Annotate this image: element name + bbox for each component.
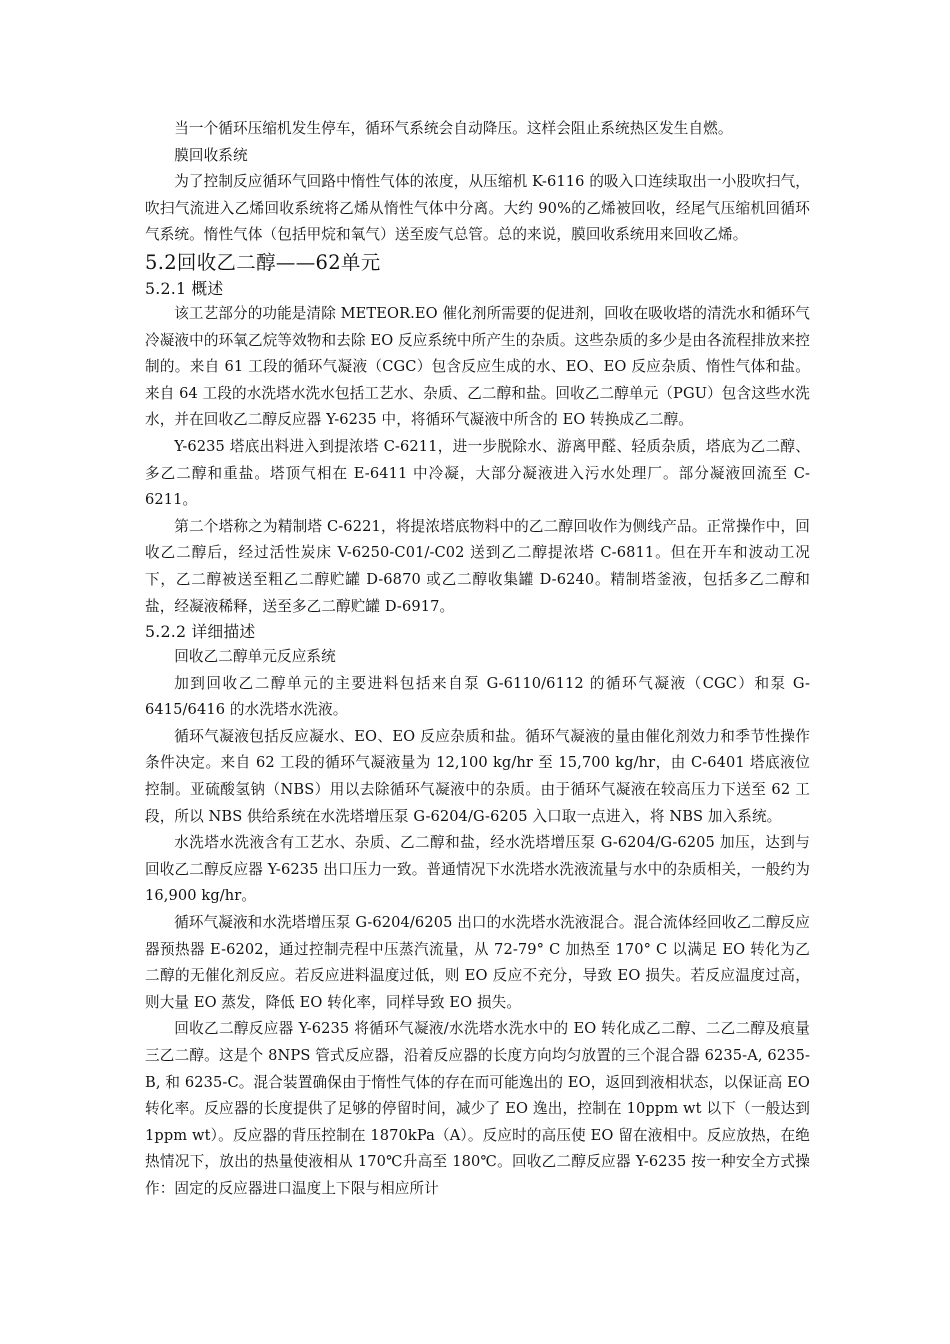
paragraph: 第二个塔称之为精制塔 C-6221，将提浓塔底物料中的乙二醇回收作为侧线产品。正常操作中，回收乙二醇后，经过活性炭床 V-6250-C01/-C02 送到乙二醇提浓塔 C-6811。但在开车和波动工况下，乙二醇被送至粗乙二醇贮罐 D-6870 或乙二醇收集罐 D-6240。精制塔釜液，包括多乙二醇和盐，经凝液稀释，送至多乙二醇贮罐 D-6917。 (145, 517, 810, 615)
section-heading-5-2-1: 5.2.1 概述 (145, 278, 224, 298)
subsection-label-reaction-system: 回收乙二醇单元反应系统 (174, 648, 336, 666)
document-page (145, 116, 810, 1203)
subsection-label-membrane-recovery: 膜回收系统 (174, 146, 248, 164)
section-heading-5-2: 5.2回收乙二醇——62单元 (145, 250, 381, 274)
paragraph: 水洗塔水洗液含有工艺水、杂质、乙二醇和盐，经水洗塔增压泵 G-6204/G-6205 加压，达到与回收乙二醇反应器 Y-6235 出口压力一致。普通情况下水洗塔水洗液流量与水中的杂质相关，一般约为 16,900 kg/hr。 (145, 834, 810, 905)
paragraph: Y-6235 塔底出料进入到提浓塔 C-6211，进一步脱除水、游离甲醛、轻质杂质，塔底为乙二醇、多乙二醇和重盐。塔顶气相在 E-6411 中冷凝，大部分凝液进入污水处理厂。部分凝液回流至 C-6211。 (145, 437, 810, 509)
paragraph: 当一个循环压缩机发生停车，循环气系统会自动降压。这样会阻止系统热区发生自燃。 (174, 120, 733, 137)
paragraph: 加到回收乙二醇单元的主要进料包括来自泵 G-6110/6112 的循环气凝液（CGC）和泵 G-6415/6416 的水洗塔水洗液。 (145, 674, 810, 719)
paragraph: 为了控制反应循环气回路中惰性气体的浓度，从压缩机 K-6116 的吸入口连续取出一小股吹扫气，吹扫气流进入乙烯回收系统将乙烯从惰性气体中分离。大约 90%的乙烯被回收，经尾气压缩机回循环气系统。惰性气体（包括甲烷和氧气）送至废气总管。总的来说，膜回收系统用来回收乙烯。 (145, 173, 810, 244)
paragraph: 循环气凝液和水洗塔增压泵 G-6204/6205 出口的水洗塔水洗液混合。混合流体经回收乙二醇反应器预热器 E-6202，通过控制壳程中压蒸汽流量，从 72-79° C 加热至 170° C 以满足 EO 转化为乙二醇的无催化剂反应。若反应进料温度过低，则 EO 反应不充分，导致 EO 损失。若反应温度过高，则大量 EO 蒸发，降低 EO 转化率，同样导致 EO 损失。 (145, 914, 810, 1011)
paragraph: 回收乙二醇反应器 Y-6235 将循环气凝液/水洗塔水洗水中的 EO 转化成乙二醇、二乙二醇及痕量三乙二醇。这是个 8NPS 管式反应器，沿着反应器的长度方向均匀放置的三个混合器 6235-A, 6235-B, 和 6235-C。混合装置确保由于惰性气体的存在而可能逸出的 EO，返回到液相状态，以保证高 EO 转化率。反应器的长度提供了足够的停留时间，减少了 EO 逸出，控制在 10ppm wt 以下（一般达到 1ppm wt）。反应器的背压控制在 1870kPa（A）。反应时的高压使 EO 留在液相中。反应放热，在绝热情况下，放出的热量使液相从 170℃升高至 180℃。回收乙二醇反应器 Y-6235 按一种安全方式操作：固定的反应器进口温度上下限与相应所计 (145, 1020, 810, 1197)
paragraph: 循环气凝液包括反应凝水、EO、EO 反应杂质和盐。循环气凝液的量由催化剂效力和季节性操作条件决定。来自 62 工段的循环气凝液量为 12,100 kg/hr 至 15,700 kg/hr，由 C-6401 塔底液位控制。亚硫酸氢钠（NBS）用以去除循环气凝液中的杂质。由于循环气凝液在较高压力下送至 62 工段，所以 NBS 供给系统在水洗塔增压泵 G-6204/G-6205 入口取一点进入，将 NBS 加入系统。 (145, 727, 810, 825)
paragraph: 该工艺部分的功能是清除 METEOR.EO 催化剂所需要的促进剂，回收在吸收塔的清洗水和循环气冷凝液中的环氧乙烷等效物和去除 EO 反应系统中所产生的杂质。这些杂质的多少是由各流程排放来控制的。来自 61 工段的循环气凝液（CGC）包含反应生成的水、EO、EO 反应杂质、惰性气体和盐。来自 64 工段的水洗塔水洗水包括工艺水、杂质、乙二醇和盐。回收乙二醇单元（PGU）包含这些水洗水，并在回收乙二醇反应器 Y-6235 中，将循环气凝液中所含的 EO 转换成乙二醇。 (145, 304, 810, 429)
section-heading-5-2-2: 5.2.2 详细描述 (145, 622, 256, 642)
